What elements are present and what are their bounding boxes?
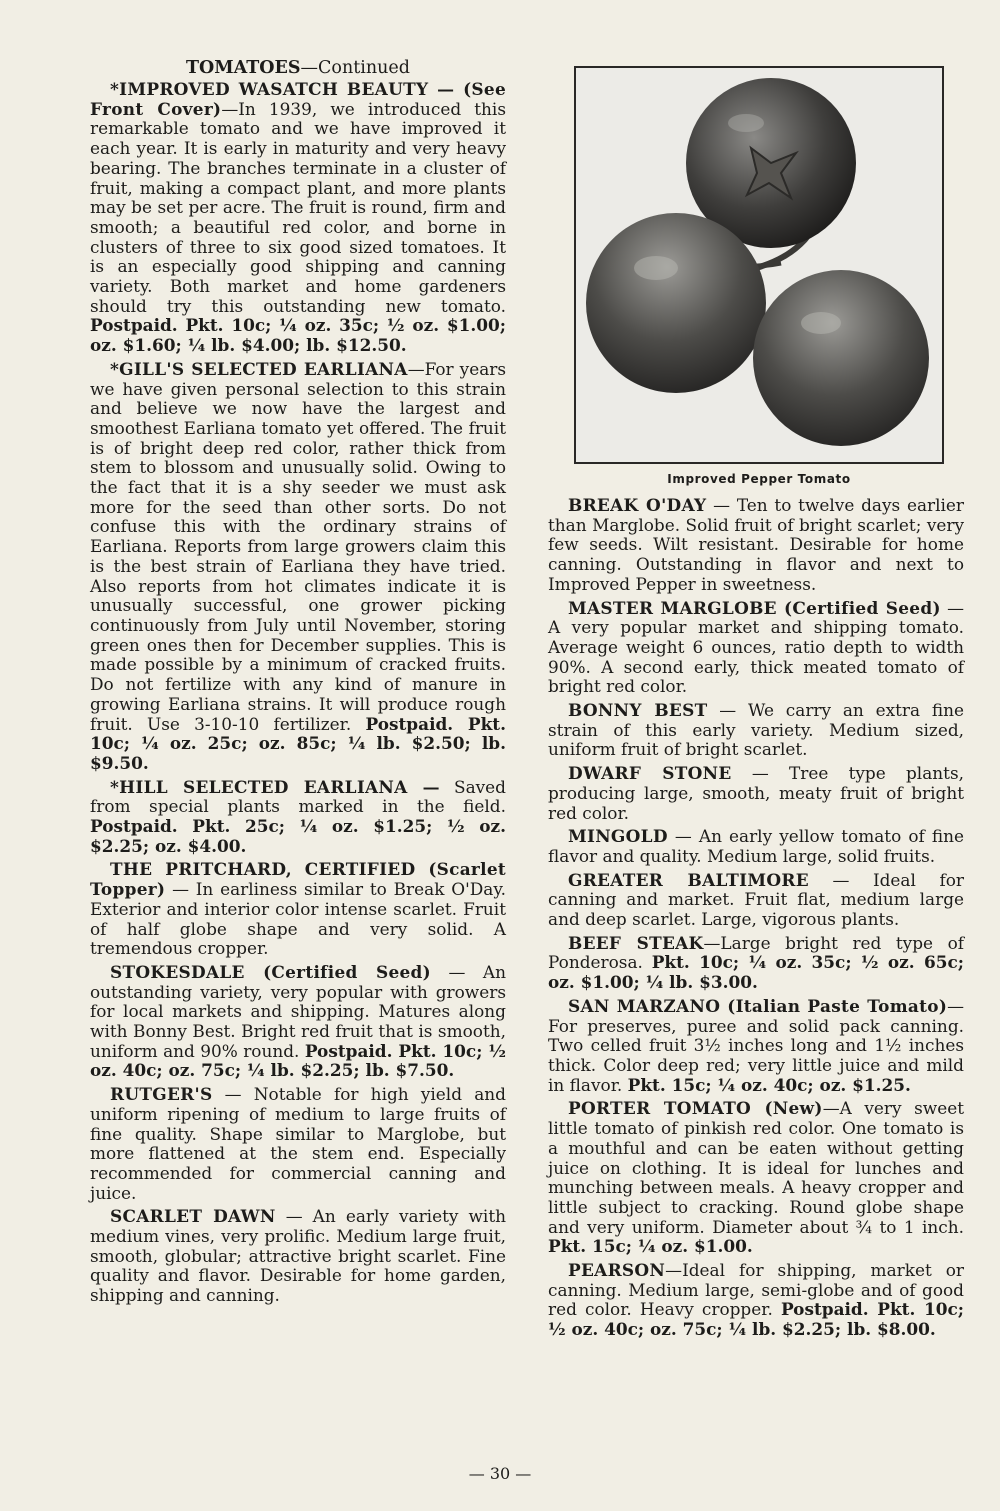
variety-entry xyxy=(90,80,506,356)
section-continued: —Continued xyxy=(300,58,410,78)
variety-description: —Ideal for shipping, market or canning. Medium large, semi-globe and of good red color. Heavy cropper. xyxy=(548,1260,964,1320)
right-column xyxy=(548,496,964,1344)
variety-price: Postpaid. Pkt. 25c; ¼ oz. $1.25; ½ oz. $2.25; oz. $4.00. xyxy=(90,816,506,856)
variety-description: Saved from special plants marked in the field. xyxy=(90,776,506,817)
variety-description: — Ideal for canning and market. Fruit flat, medium large and deep scarlet. Large, vigorous plants. xyxy=(548,869,964,930)
left-entry-list xyxy=(90,80,506,1306)
variety-entry xyxy=(548,764,964,823)
variety-price: Postpaid. Pkt. 10c; ¼ oz. 25c; oz. 85c; ¼ lb. $2.50; lb. $9.50. xyxy=(90,713,506,773)
variety-entry xyxy=(90,1085,506,1203)
variety-name: RUTGER'S xyxy=(110,1084,213,1105)
variety-entry xyxy=(90,778,506,857)
variety-entry xyxy=(548,997,964,1096)
variety-description: — An early variety with medium vines, very prolific. Medium large fruit, smooth, globular; attractive bright scarlet. Fine quality and flavor. Desirable for home garden, shipping and canning. xyxy=(90,1206,507,1306)
variety-name: SAN MARZANO (Italian Paste Tomato) xyxy=(568,995,948,1016)
tomato-illustration xyxy=(576,68,942,462)
variety-entry xyxy=(548,827,964,866)
variety-entry xyxy=(548,934,964,993)
page-number: — 30 — xyxy=(468,1464,532,1483)
variety-description: — Notable for high yield and uniform ripening of medium to large fruits of fine quality. Shape similar to Marglobe, but more flattened at the stem end. Especially recommended for commercial canning and juice. xyxy=(90,1084,506,1203)
variety-price: Pkt. 15c; ¼ oz. $1.00. xyxy=(548,1236,753,1257)
variety-entry xyxy=(548,599,964,698)
variety-name: *GILL'S SELECTED EARLIANA xyxy=(110,358,408,379)
variety-entry xyxy=(90,1207,506,1306)
variety-name: THE PRITCHARD, CERTIFIED (Scarlet Topper) xyxy=(90,859,506,900)
variety-name: PEARSON xyxy=(568,1260,666,1281)
variety-description: —A very sweet little tomato of pinkish red color. One tomato is a mouthful and can be eaten without getting juice on clothing. It is ideal for lunches and munching between meals. A heavy cropper and little subject to cracking. Round globe shape and very uniform. Diameter about ¾ to 1 inch. xyxy=(548,1098,965,1237)
variety-description: — Ten to twelve days earlier than Marglobe. Solid fruit of bright scarlet; very few seeds. Wilt resistant. Desirable for home canning. Outstanding in flavor and next to Improved Pepper in sweetness. xyxy=(548,495,964,594)
variety-name: MASTER MARGLOBE (Certified Seed) xyxy=(568,597,941,618)
variety-name: PORTER TOMATO (New) xyxy=(568,1098,823,1119)
variety-name: BONNY BEST xyxy=(568,700,708,721)
variety-name: *IMPROVED WASATCH BEAUTY — (See Front Cover) xyxy=(90,79,506,119)
variety-name: GREATER BALTIMORE xyxy=(568,869,809,890)
variety-entry xyxy=(548,1261,964,1340)
variety-name: SCARLET DAWN xyxy=(110,1206,276,1227)
right-entry-list xyxy=(548,496,964,1340)
variety-entry xyxy=(90,860,506,959)
tomato-photo-figure xyxy=(574,66,944,486)
variety-description: — We carry an extra fine strain of this early variety. Medium sized, uniform fruit of bright scarlet. xyxy=(548,700,964,760)
variety-name: BEEF STEAK xyxy=(568,932,704,953)
variety-description: — An outstanding variety, very popular with growers for local markets and shipping. Matures along with Bonny Best. Bright red fruit that is smooth, uniform and 90% round. xyxy=(90,961,506,1061)
variety-entry xyxy=(548,871,964,930)
variety-name: DWARF STONE xyxy=(568,763,732,784)
variety-name: MINGOLD xyxy=(568,826,668,847)
variety-description: —For years we have given personal selection to this strain and believe we now have the largest and smoothest Earliana tomato yet offered. The fruit is of bright deep red color, rather thick from stem to blossom and unusually solid. Owing to the fact that it is a shy seeder we must ask more for the seed than other sorts. Do not confuse this with the ordinary strains of Earliana. Reports from large growers claim this is the best strain of Earliana they have tried. Also reports from hot climates indicate it is unusually successful, one grower picking continuously from July until November, storing green ones then for December supplies. This is made possible by a minimum of cracked fruits. Do not fertilize with any kind of manure in growing Earliana strains. It will produce rough fruit. Use 3-10-10 fertilizer. xyxy=(90,358,507,734)
section-title-text: TOMATOES xyxy=(186,58,301,78)
variety-price: Postpaid. Pkt. 10c; ¼ oz. 35c; ½ oz. $1.00; oz. $1.60; ¼ lb. $4.00; lb. $12.50. xyxy=(90,315,506,356)
variety-description: —Large bright red type of Ponderosa. xyxy=(548,932,964,973)
tomato-photo xyxy=(574,66,944,464)
variety-description: — In earliness similar to Break O'Day. Exterior and interior color intense scarlet. Fruit of half globe shape and very solid. A tremendous cropper. xyxy=(90,879,506,959)
variety-name: *HILL SELECTED EARLIANA — xyxy=(110,776,440,797)
variety-entry xyxy=(548,701,964,760)
variety-price: Postpaid. Pkt. 10c; ½ oz. 40c; oz. 75c; ¼ lb. $2.25; lb. $7.50. xyxy=(90,1040,506,1081)
variety-description: —A very popular market and shipping tomato. Average weight 6 ounces, ratio depth to width 90%. A second early, thick meated tomato of bright red color. xyxy=(548,597,964,697)
section-title xyxy=(90,57,506,79)
variety-name: STOKESDALE (Certified Seed) xyxy=(110,961,431,982)
variety-price: Pkt. 15c; ¼ oz. 40c; oz. $1.25. xyxy=(627,1074,911,1095)
variety-entry xyxy=(90,360,506,774)
variety-price: Postpaid. Pkt. 10c; ½ oz. 40c; oz. 75c; ¼ lb. $2.25; lb. $8.00. xyxy=(548,1299,964,1340)
variety-description: — An early yellow tomato of fine flavor and quality. Medium large, solid fruits. xyxy=(548,826,964,866)
variety-entry xyxy=(548,496,964,595)
left-column xyxy=(90,57,506,1310)
variety-price: Pkt. 10c; ¼ oz. 35c; ½ oz. 65c; oz. $1.00; ¼ lb. $3.00. xyxy=(548,952,964,993)
variety-description: —In 1939, we introduced this remarkable tomato and we have improved it each year. It is early in maturity and very heavy bearing. The branches terminate in a cluster of fruit, making a compact plant, and more plants may be set per acre. The fruit is round, firm and smooth; a beautiful red color, and borne in clusters of three to six good sized tomatoes. It is an especially good shipping and canning variety. Both market and home gardeners should try this outstanding new tomato. xyxy=(90,98,506,316)
variety-entry xyxy=(548,1099,964,1257)
photo-caption: Improved Pepper Tomato xyxy=(667,472,851,486)
variety-description: — Tree type plants, producing large, smooth, meaty fruit of bright red color. xyxy=(548,763,964,823)
variety-name: BREAK O'DAY xyxy=(568,495,707,515)
variety-entry xyxy=(90,963,506,1081)
variety-description: —For preserves, puree and solid pack canning. Two celled fruit 3½ inches long and 1½ inches thick. Color deep red; very little juice and mild in flavor. xyxy=(548,995,964,1095)
